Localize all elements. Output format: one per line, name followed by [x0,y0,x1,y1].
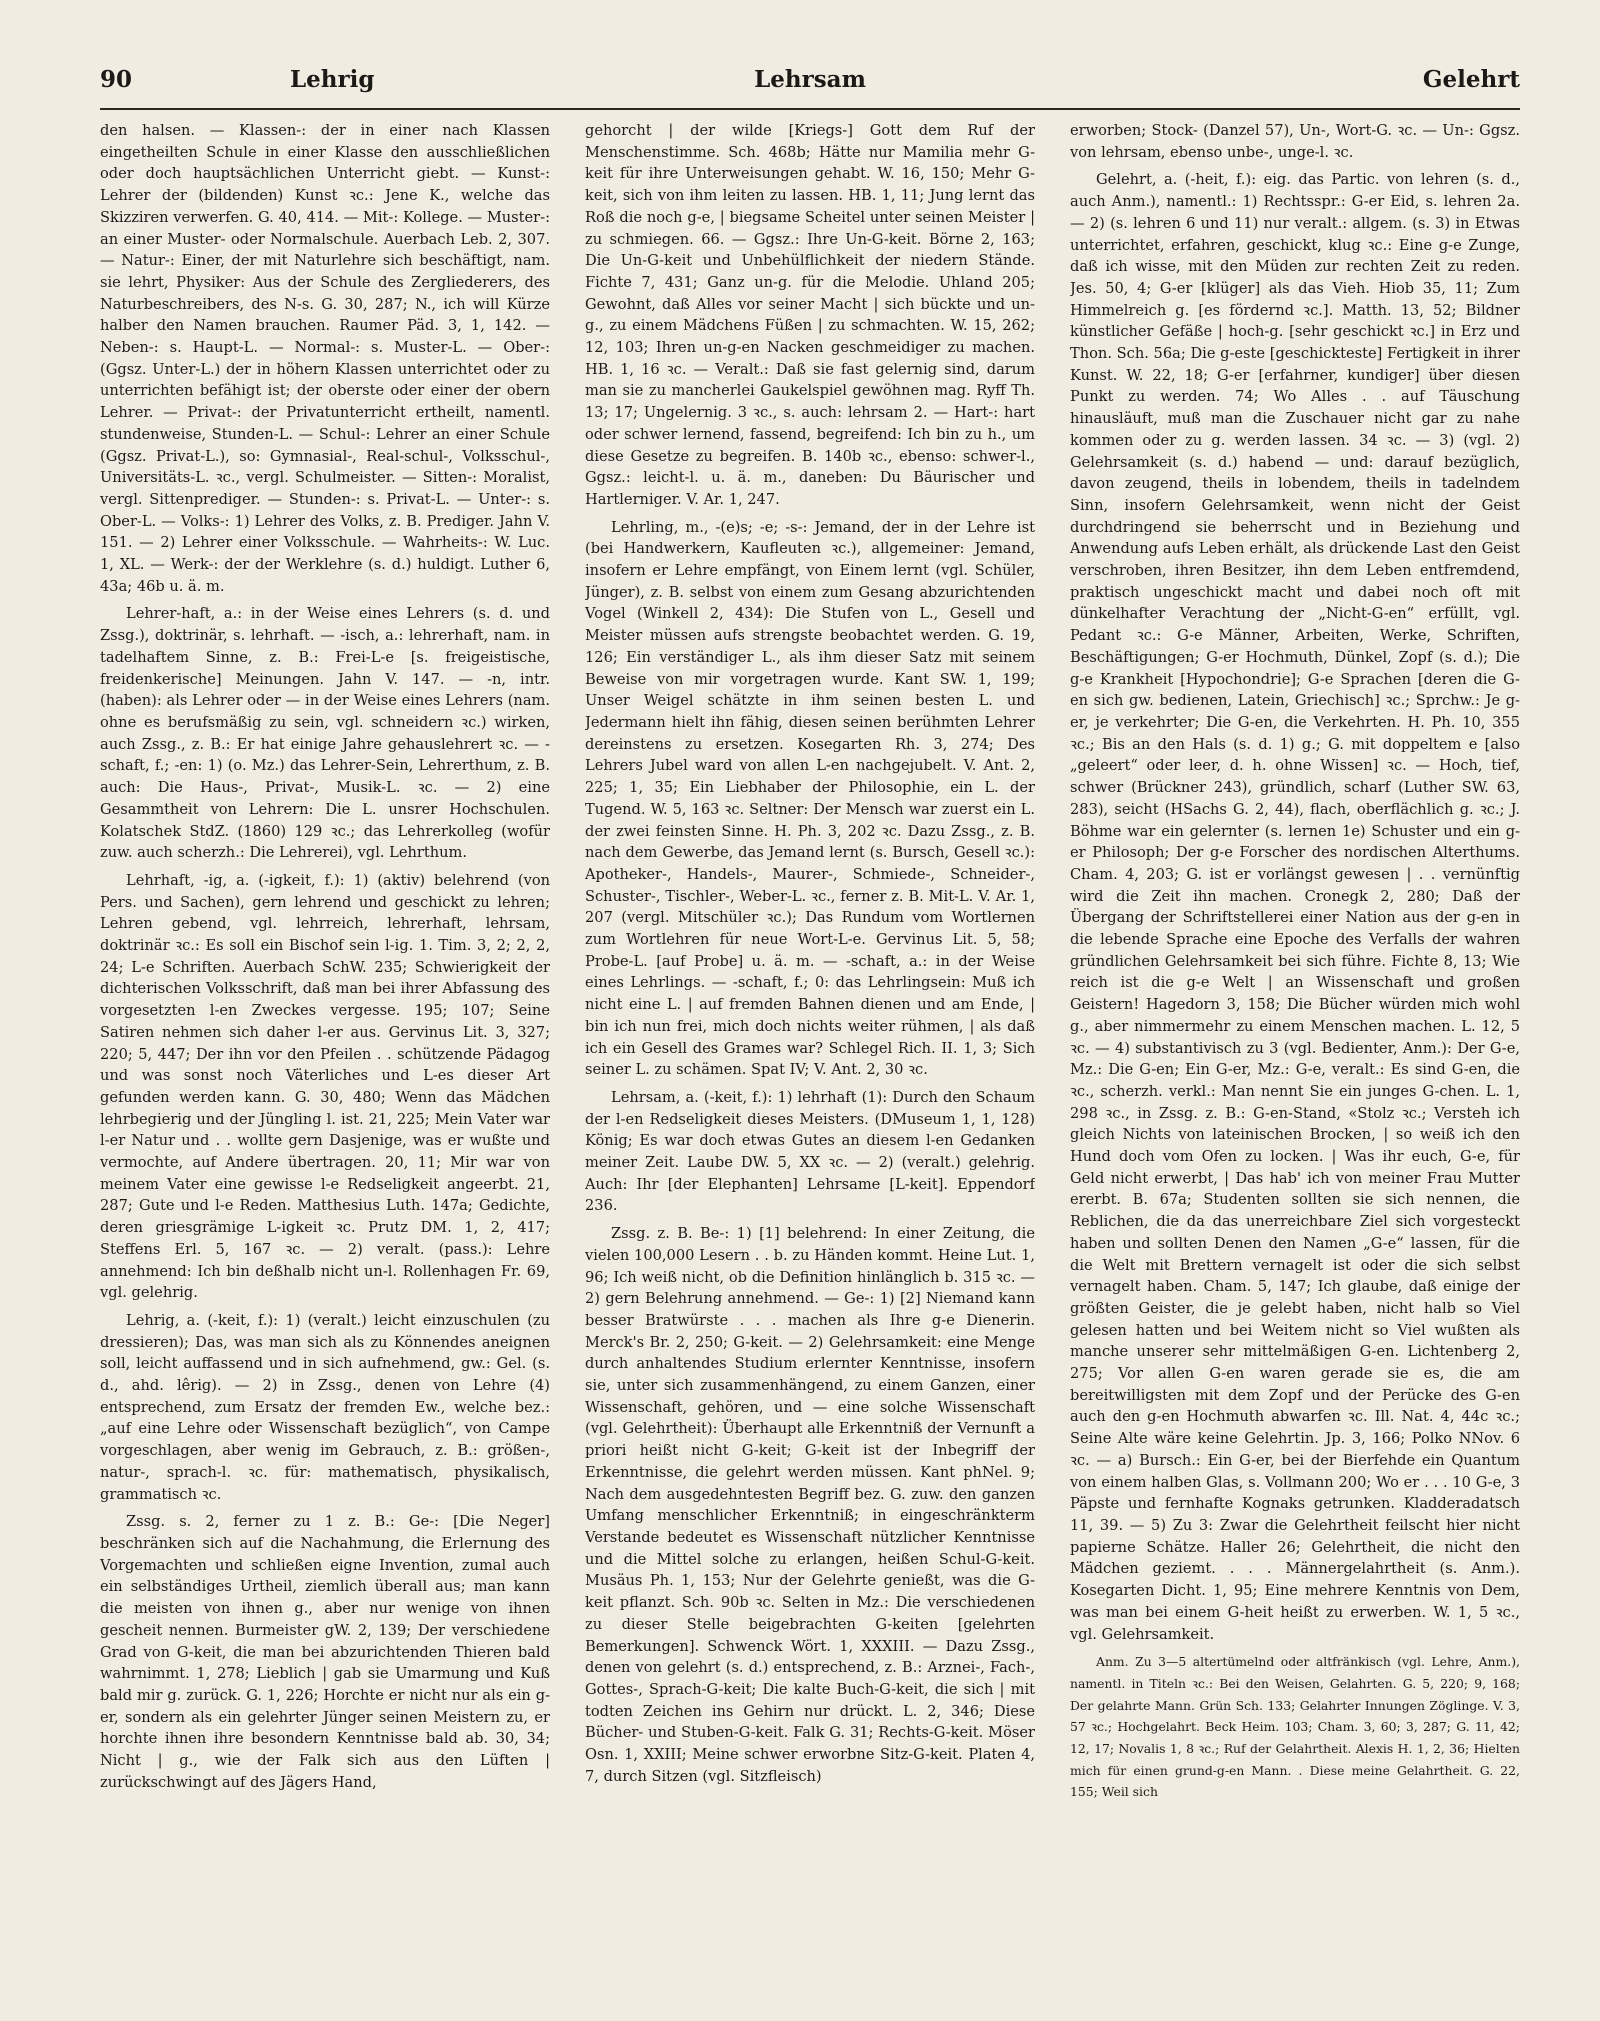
column-middle [585,120,1035,2000]
column-left [100,120,550,2000]
entry-lehrig: Lehrig, a. (-keit, f.): 1) (veralt.) leicht einzuschulen (zu dressieren); Das, was man sich als zu Könnendes aneignen soll, leicht auffassend und in sich aufnehmend, gw.: Gel. (s. d., ahd. lêrig). — 2) in Zssg., denen von Lehre (4) entsprechend, zum Ersatz der fremden Ew., welche bez.: „auf eine Lehre oder Wissenschaft bezüglich“, von Campe vorgeschlagen, aber wenig im Gebrauch, z. B.: größen-, natur-, sprach-l. ꝛc. für: mathematisch, physikalisch, grammatisch ꝛc. [100,1311,550,1503]
column-right [1070,120,1520,2000]
header-left-word: Lehrig [290,66,375,93]
header-rule [100,108,1520,110]
running-header [100,62,1520,102]
entry-gelehrt: Gelehrt, a. (-heit, f.): eig. das Partic. von lehren (s. d., auch Anm.), namentl.: 1) Rechtsspr.: G-er Eid, s. lehren 2a. — 2) (s. lehren 6 und 11) nur veralt.: allgem. (s. 3) in Etwas unterrichtet, erfahren, geschickt, klug ꝛc.: Eine g-e Zunge, daß ich wisse, mit den Müden zur rechten Zeit zu reden. Jes. 50, 4; G-er [klüger] als das Vieh. Hiob 35, 11; Zum Himmelreich g. [es fördernd ꝛc.]. Matth. 13, 52; Bildner künstlicher Gefäße | hoch-g. [sehr geschickt ꝛc.] in Erz und Thon. Sch. 56a; Die g-este [geschickteste] Fertigkeit in ihrer Kunst. W. 22, 18; G-er [erfahrner, kundiger] über diesen Punkt zu werden. 74; Wo Alles . . auf Täuschung hinausläuft, muß man die Zuschauer nicht gar zu nahe kommen oder zu g. werden lassen. 34 ꝛc. — 3) (vgl. 2) Gelehrsamkeit (s. d.) habend — und: darauf bezüglich, davon zeugend, theils in lobendem, theils in tadelndem Sinn, insofern Gelehrsamkeit, wenn nicht der Geist durchdringend sie beherrscht und in Beziehung und Anwendung aufs Leben erhält, als drückende Last den Geist verschroben, ihren Besitzer, ihn dem Leben entfremdend, praktisch ungeschickt macht und dabei noch oft mit dünkelhafter Verachtung der „Nicht-G-en“ erfüllt, vgl. Pedant ꝛc.: G-e Männer, Arbeiten, Werke, Schriften, Beschäftigungen; G-er Hochmuth, Dünkel, Zopf (s. d.); Die g-e Krankheit [Hypochondrie]; G-e Sprachen [deren die G-en sich gw. bedienen, Latein, Griechisch] ꝛc.; Sprchw.: Je g-er, je verkehrter; Die G-en, die Verkehrten. H. Ph. 10, 355 ꝛc.; Bis an den Hals (s. d. 1) g.; G. mit doppeltem e [also „geleert“ oder leer, d. h. ohne Wissen] ꝛc. — Hoch, tief, schwer (Brückner 243), gründlich, scharf (Luther SW. 63, 283), seicht (HSachs G. 2, 44), flach, oberflächlich g. ꝛc.; J. Böhme war ein gelernter (s. lernen 1e) Schuster und ein g-er Philosoph; Der g-e Forscher des nordischen Alterthums. Cham. 4, 203; G. ist er vorlängst gewesen | . . vernünftig wird die Zeit ihn machen. Cronegk 2, 280; Daß der Übergang der Schriftstellerei einer Nation aus der g-en in die lebende Sprache eine Epoche des Verfalls der wahren gründlichen Gelehrsamkeit bei sich führe. Fichte 8, 13; Wie reich ist die g-e Welt | an Wissenschaft und großen Geistern! Hagedorn 3, 158; Die Bücher würden mich wohl g., aber nimmermehr zu einem Menschen machen. L. 12, 5 ꝛc. — 4) substantivisch zu 3 (vgl. Bedienter, Anm.): Der G-e, Mz.: Die G-en; Ein G-er, Mz.: G-e, veralt.: Es sind G-en, die ꝛc., scherzh. verkl.: Man nennt Sie ein junges G-chen. L. 1, 298 ꝛc., in Zssg. z. B.: G-en-Stand, «Stolz ꝛc.; Versteh ich gleich Nichts von lateinischen Brocken, | so weiß ich den Hund doch vom Ofen zu locken. | Was ihr euch, G-e, für Geld nicht erwerbt, | Das hab' ich von meiner Frau Mutter ererbt. B. 67a; Studenten sollten sie sich nennen, die Reblichen, die da das unerreichbare Ziel sich vorgesteckt haben und sollten Denen den Namen „G-e“ lassen, für die die Welt mit Brettern vernagelt ist oder die sich selbst vernagelt haben. Cham. 5, 147; Ich glaube, daß einige der größten Geister, die je gelebt haben, nicht halb so Viel gelesen hatten und bei Weitem nicht so Viel wußten als manche unserer sehr mittelmäßigen G-en. Lichtenberg 2, 275; Vor allen G-en waren gerade sie es, die am bereitwilligsten mit dem Zopf und der Perücke des G-en auch den g-en Hochmuth abwarfen ꝛc. Ill. Nat. 4, 44c ꝛc.; Seine Alte wäre keine Gelehrtin. Jp. 3, 166; Polko NNov. 6 ꝛc. — a) Bursch.: Ein G-er, bei der Bierfehde ein Quantum von einem halben Glas, s. Vollmann 200; Wo er . . . 10 G-e, 3 Päpste und fernhafte Kognaks getrunken. Kladderadatsch 11, 39. — 5) Zu 3: Zwar die Gelehrtheit feilscht hier nicht papierne Schätze. Haller 26; Gelehrtheit, die nicht den Mädchen geziemt. . . . Männergelahrtheit (s. Anm.). Kosegarten Dicht. 1, 95; Eine mehrere Kenntnis von Dem, was man bei einem G-heit heißt zu erwerben. W. 1, 5 ꝛc., vgl. Gelehrsamkeit. [1070,171,1520,1643]
paragraph: Zssg. z. B. Be-: 1) [1] belehrend: In einer Zeitung, die vielen 100,000 Lesern . . b. zu Händen kommt. Heine Lut. 1, 96; Ich weiß nicht, ob die Definition hinlänglich b. 315 ꝛc. — 2) gern Belehrung annehmend. — Ge-: 1) [2] Niemand kann besser Bratwürste . . . machen als Ihre g-e Dienerin. Merck's Br. 2, 250; G-keit. — 2) Gelehrsamkeit: eine Menge durch anhaltendes Studium erlernter Kenntnisse, insofern sie, unter sich zusammenhängend, zu einem Ganzen, einer Wissenschaft, gehören, und — eine solche Wissenschaft (vgl. Gelehrtheit): Überhaupt alle Erkenntniß der Vernunft a priori heißt nicht G-keit; G-keit ist der Inbegriff der Erkenntnisse, die gelehrt werden müssen. Kant phNel. 9; Nach dem ausgedehntesten Begriff bez. G. zuw. den ganzen Umfang menschlicher Erkenntniß; in eingeschränkterm Verstande bedeutet es Wissenschaft nützlicher Kenntnisse und die Mittel solche zu erlangen, heißen Schul-G-keit. Musäus Ph. 1, 153; Nur der Gelehrte genießt, was die G-keit pflanzt. Sch. 90b ꝛc. Selten in Mz.: Die verschiedenen zu dieser Stelle beigebrachten G-keiten [gelehrten Bemerkungen]. Schwenck Wört. 1, XXXIII. — Dazu Zssg., denen von gelehrt (s. d.) entsprechend, z. B.: Arznei-, Fach-, Gottes-, Sprach-G-keit; Die kalte Buch-G-keit, die sich | mit todten Zeichen ins Gehirn nur drückt. L. 2, 346; Diese Bücher- und Stuben-G-keit. Falk G. 31; Rechts-G-keit. Möser Osn. 1, XXIII; Meine schwer erworbne Sitz-G-keit. Platen 4, 7, durch Sitzen (vgl. Sitzfleisch) [585,1225,1035,1785]
entry-lehrhaft: Lehrhaft, -ig, a. (-igkeit, f.): 1) (aktiv) belehrend (von Pers. und Sachen), gern lehrend und geschickt zu lehren; Lehren gebend, vgl. lehrreich, lehrerhaft, lehrsam, doktrinär ꝛc.: Es soll ein Bischof sein l-ig. 1. Tim. 3, 2; 2, 2, 24; L-e Schriften. Auerbach SchW. 235; Schwierigkeit der dichterischen Volksschrift, daß man bei ihrer Abfassung des vorgesetzten l-en Zweckes vergesse. 195; 107; Seine Satiren nehmen sich daher l-er aus. Gervinus Lit. 3, 327; 220; 5, 447; Der ihn vor den Pfeilen . . schützende Pädagog und was sonst noch Väterliches und L-es dieser Art gefunden werden kann. G. 30, 480; Wenn das Mädchen lehrbegierig und der Jüngling l. ist. 21, 225; Mein Vater war l-er Natur und . . wollte gern Dasjenige, was er wußte und vermochte, auf Andere übertragen. 20, 11; Mir war von meinem Vater eine gewisse l-e Redseligkeit angeerbt. 21, 287; Gute und l-e Reden. Matthesius Luth. 147a; Gedichte, deren griesgrämige L-igkeit ꝛc. Prutz DM. 1, 2, 417; Steffens Erl. 5, 167 ꝛc. — 2) veralt. (pass.): Lehre annehmend: Ich bin deßhalb nicht un-l. Rollenhagen Fr. 69, vgl. gelehrig. [100,871,550,1302]
page-number: 90 [100,66,133,93]
entry-lehrsam: Lehrsam, a. (-keit, f.): 1) lehrhaft (1): Durch den Schaum der l-en Redseligkeit dieses Meisters. (DMuseum 1, 1, 128) König; Es war doch etwas Gutes an diesem l-en Gedanken meiner Zeit. Laube DW. 5, XX ꝛc. — 2) (veralt.) gelehrig. Auch: Ihr [der Elephanten] Lehrsame [L-keit]. Eppendorf 236. [585,1088,1035,1215]
header-right-word: Gelehrt [1422,66,1520,93]
paragraph: Zssg. s. 2, ferner zu 1 z. B.: Ge-: [Die Neger] beschränken sich auf die Nachahmung, die Erlernung des Vorgemachten und schließen eigne Invention, zumal auch ein selbständiges Urtheil, ziemlich überall aus; man kann die meisten von ihnen g., aber nur wenige von ihnen gescheit nennen. Burmeister gW. 2, 139; Der verschiedene Grad von G-keit, die man bei abzurichtenden Thieren bald wahrnimmt. 1, 278; Lieblich | gab sie Umarmung und Kuß bald mir g. zurück. G. 1, 226; Horchte er nicht nur als ein g-er, sondern als ein gelehrter Jünger seinen Meistern zu, er horchte ihnen ihre besondern Kenntnisse bald ab. 30, 34; Nicht | g., wie der Falk sich aus den Lüften | zurückschwingt auf des Jägers Hand, [100,1513,550,1791]
entry-lehrerhaft: Lehrer-haft, a.: in der Weise eines Lehrers (s. d. und Zssg.), doktrinär, s. lehrhaft. — -isch, a.: lehrerhaft, nam. in tadelhaftem Sinne, z. B.: Frei-L-e [s. freigeistische, freidenkerische] Meinungen. Jahn V. 147. — -n, intr. (haben): als Lehrer oder — in der Weise eines Lehrers (nam. ohne es berufsmäßig zu sein, vgl. schneidern ꝛc.) wirken, auch Zssg., z. B.: Er hat einige Jahre gehauslehrert ꝛc. — -schaft, f.; -en: 1) (o. Mz.) das Lehrer-Sein, Lehrerthum, z. B. auch: Die Haus-, Privat-, Musik-L. ꝛc. — 2) eine Gesammtheit von Lehrern: Die L. unsrer Hochschulen. Kolatschek StdZ. (1860) 129 ꝛc.; das Lehrerkolleg (wofür zuw. auch scherzh.: Die Lehrerei), vgl. Lehrthum. [100,605,550,862]
entry-lehrling: Lehrling, m., -(e)s; -e; -s-: Jemand, der in der Lehre ist (bei Handwerkern, Kaufleuten ꝛc.), allgemeiner: Jemand, insofern er Lehre empfängt, von Einem lernt (vgl. Schüler, Jünger), z. B. selbst von einem zum Gesang abzurichtenden Vogel (Winkell 2, 434): Die Stufen von L., Gesell und Meister müssen aufs strengste beobachtet werden. G. 19, 126; Ein verständiger L., als ihm dieser Satz mit seinem Beweise von mir vorgetragen wurde. Kant SW. 1, 199; Unser Weigel schätzte in ihm seinen besten L. und Jedermann hielt ihn fähig, diesen seinen berühmten Lehrer dereinstens zu ersetzen. Kosegarten Rh. 3, 274; Des Lehrers Jubel ward von allen L-en nachgejubelt. V. Ant. 2, 225; 1, 35; Ein Liebhaber der Philosophie, ein L. der Tugend. W. 5, 163 ꝛc. Seltner: Der Mensch war zuerst ein L. der zwei feinsten Sinne. H. Ph. 3, 202 ꝛc. Dazu Zssg., z. B. nach dem Gewerbe, das Jemand lernt (s. Bursch, Gesell ꝛc.): Apotheker-, Handels-, Maurer-, Schmiede-, Schneider-, Schuster-, Tischler-, Weber-L. ꝛc., ferner z. B. Mit-L. V. Ar. 1, 207 (vergl. Mitschüler ꝛc.); Das Rundum vom Wortlernen zum Wortlehren für neue Wort-L-e. Gervinus Lit. 5, 58; Probe-L. [auf Probe] u. ä. m. — -schaft, a.: in der Weise eines Lehrlings. — -schaft, f.; 0: das Lehrlingsein: Muß ich nicht eine L. | auf fremden Bahnen dienen und am Ende, | bin ich nun frei, mich doch nichts weiter rühmen, | als daß ich ein Gesell des Grames war? Schlegel Rich. II. 1, 3; Sich seiner L. zu schämen. Spat IV; V. Ant. 2, 30 ꝛc. [585,518,1035,1079]
paragraph: erworben; Stock- (Danzel 57), Un-, Wort-G. ꝛc. — Un-: Ggsz. von lehrsam, ebenso unbe-, unge-l. ꝛc. [1070,122,1520,161]
paragraph: den halsen. — Klassen-: der in einer nach Klassen eingetheilten Schule in einer Klasse den ausschließlichen oder doch hauptsächlichen Unterricht giebt. — Kunst-: Lehrer der (bildenden) Kunst ꝛc.: Jene K., welche das Skizziren verwerfen. G. 40, 414. — Mit-: Kollege. — Muster-: an einer Muster- oder Normalschule. Auerbach Leb. 2, 307. — Natur-: Einer, der mit Naturlehre sich beschäftigt, nam. sie lehrt, Physiker: Aus der Schule des Zergliederers, des Naturbeschreibers, des N-s. G. 30, 287; N., ich will Kürze halber den Namen brauchen. Raumer Päd. 3, 1, 142. — Neben-: s. Haupt-L. — Normal-: s. Muster-L. — Ober-: (Ggsz. Unter-L.) der in höhern Klassen unterrichtet oder zu unterrichten befähigt ist; der oberste oder einer der obern Lehrer. — Privat-: der Privatunterricht ertheilt, namentl. stundenweise, Stunden-L. — Schul-: Lehrer an einer Schule (Ggsz. Privat-L.), so: Gymnasial-, Real-schul-, Volksschul-, Universitäts-L. ꝛc., vergl. Schulmeister. — Sitten-: Moralist, vergl. Sittenprediger. — Stunden-: s. Privat-L. — Unter-: s. Ober-L. — Volks-: 1) Lehrer des Volks, z. B. Prediger. Jahn V. 151. — 2) Lehrer einer Volksschule. — Wahrheits-: W. Luc. 1, XL. — Werk-: der der Werklehre (s. d.) huldigt. Luther 6, 43a; 46b u. ä. m. [100,122,550,595]
paragraph: gehorcht | der wilde [Kriegs-] Gott dem Ruf der Menschenstimme. Sch. 468b; Hätte nur Mamilia mehr G-keit für ihre Unterweisungen gehabt. W. 16, 150; Mehr G-keit, sich von ihm leiten zu lassen. HB. 1, 11; Jung lernt das Roß die noch g-e, | biegsame Scheitel unter seinen Meister | zu schmiegen. 66. — Ggsz.: Ihre Un-G-keit. Börne 2, 163; Die Un-G-keit und Unbehülflichkeit der niedern Stände. Fichte 7, 431; Ganz un-g. für die Melodie. Uhland 205; Gewohnt, daß Alles vor seiner Macht | sich bückte und un-g., zu einem Mädchens Füßen | zu schmachten. W. 15, 262; 12, 103; Ihren un-g-en Nacken geschmeidiger zu machen. HB. 1, 16 ꝛc. — Veralt.: Daß sie fast gelernig sind, darum man sie zu mancherlei Gaukelspiel gewöhnen mag. Ryff Th. 13; 17; Ungelernig. 3 ꝛc., s. auch: lehrsam 2. — Hart-: hart oder schwer lernend, fassend, begreifend: Ich bin zu h., um diese Gesetze zu begreifen. B. 140b ꝛc., ebenso: schwer-l., Ggsz.: leicht-l. u. ä. m., daneben: Du Bäurischer und Hartlerniger. V. Ar. 1, 247. [585,122,1035,508]
header-center-word: Lehrsam [754,66,866,93]
annotation: Anm. Zu 3—5 altertümelnd oder altfränkisch (vgl. Lehre, Anm.), namentl. in Titeln ꝛc.: Bei den Weisen, Gelahrten. G. 5, 220; 9, 168; Der gelahrte Mann. Grün Sch. 133; Gelahrter Innungen Zöglinge. V. 3, 57 ꝛc.; Hochgelahrt. Beck Heim. 103; Cham. 3, 60; 3, 287; G. 11, 42; 12, 17; Novalis 1, 8 ꝛc.; Ruf der Gelahrtheit. Alexis H. 1, 2, 36; Hielten mich für einen grund-g-en Mann. . Diese meine Gelahrtheit. G. 22, 155; Weil sich [1070,1654,1520,1800]
